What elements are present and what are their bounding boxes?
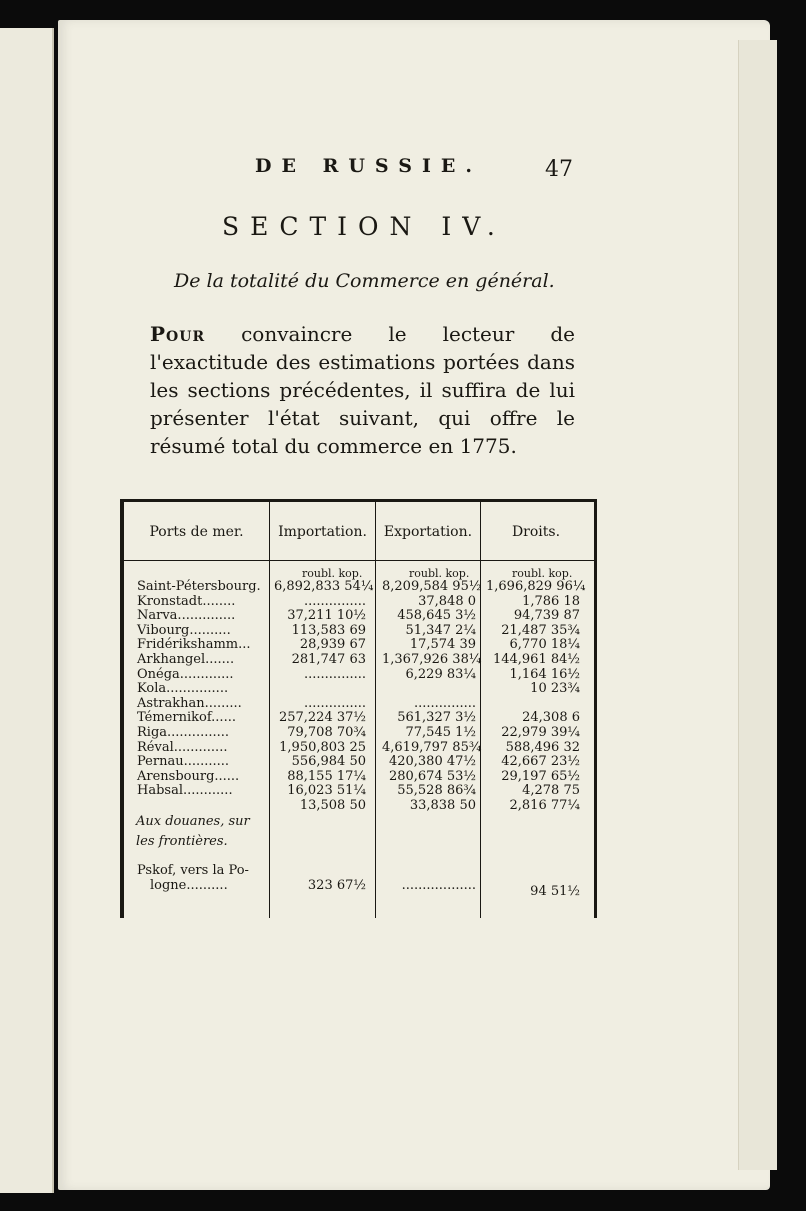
importation-value: 37,211 10½	[287, 608, 366, 624]
unit-exportation: roubl. kop.	[409, 567, 470, 580]
importation-value: 556,984 50	[291, 754, 366, 770]
unit-droits: roubl. kop.	[512, 567, 573, 580]
importation-value: 88,155 17¼	[287, 768, 366, 784]
port-name: Réval.............	[137, 739, 228, 755]
table-row	[124, 595, 594, 609]
importation-value: ...............	[304, 666, 366, 682]
table-row	[124, 878, 594, 899]
port-name: Habsal............	[137, 783, 233, 799]
header-rule	[124, 560, 594, 561]
intro-paragraph	[150, 320, 575, 460]
exportation-value: 77,545 1½	[405, 725, 476, 740]
port-name: Astrakhan.........	[137, 695, 242, 711]
importation-value: ...............	[304, 593, 366, 609]
exportation-value: 51,347 2¼	[405, 622, 476, 638]
exportation-value: 33,838 50	[409, 798, 476, 813]
importation-value: 281,747 63	[291, 652, 366, 667]
port-name: Onéga.............	[137, 666, 234, 682]
header-ports: Ports de mer.	[149, 524, 244, 540]
table-row	[124, 799, 594, 813]
importation-value: 79,708 70¾	[287, 725, 366, 740]
importation-value: 257,224 37½	[278, 710, 366, 726]
table-row	[124, 609, 594, 623]
droits-value: 588,496 32	[505, 739, 580, 755]
droits-value: 42,667 23½	[501, 754, 580, 770]
importation-value: 16,023 51¼	[287, 783, 366, 799]
table-row	[124, 741, 594, 755]
commerce-table	[120, 499, 597, 918]
droits-value: 1,696,829 96¼	[486, 579, 586, 594]
port-name: Kronstadt........	[137, 593, 236, 609]
port-name: Arkhangel.......	[137, 652, 235, 667]
table-row	[124, 653, 594, 667]
table-row	[124, 755, 594, 769]
importation-value: 113,583 69	[291, 622, 366, 638]
exportation-value: 37,848 0	[418, 593, 476, 609]
droits-value: 21,487 35¾	[501, 622, 580, 638]
droits-value: 10 23¾	[530, 681, 580, 697]
table-row	[124, 638, 594, 652]
exportation-value: 4,619,797 85¾	[382, 739, 482, 755]
droits-value: 29,197 65½	[501, 768, 580, 784]
exportation-value: 8,209,584 95½	[382, 579, 482, 594]
droits-value: 24,308 6	[522, 710, 580, 726]
table-row	[124, 770, 594, 784]
port-name: Narva..............	[137, 608, 236, 624]
droits-value: 2,816 77¼	[509, 798, 580, 813]
droits-value: 4,278 75	[522, 783, 580, 799]
exportation-value: 458,645 3½	[397, 608, 476, 624]
port-name: Pernau...........	[137, 754, 230, 770]
exportation-value: ...............	[414, 695, 476, 711]
droits-value: 22,979 39¼	[501, 725, 580, 740]
table-row	[124, 697, 594, 711]
exportation-value: 561,327 3½	[397, 710, 476, 726]
running-head: DE RUSSIE.	[255, 155, 482, 177]
header-importation: Importation.	[278, 524, 367, 540]
exportation-value: 280,674 53½	[388, 768, 476, 784]
header-droits: Droits.	[511, 524, 561, 540]
port-name: Arensbourg......	[137, 768, 240, 784]
importation-value: 28,939 67	[299, 637, 366, 653]
droits-value: 94,739 87	[513, 608, 580, 624]
importation-value: 1,950,803 25	[279, 739, 366, 755]
exportation-value: 6,229 83¼	[405, 666, 476, 682]
droits-value: 6,770 18¼	[509, 637, 580, 653]
exportation-value: 1,367,926 38¼	[382, 652, 482, 667]
port-name: Riga...............	[137, 725, 230, 740]
droits-value: 1,786 18	[522, 593, 580, 609]
table-row	[124, 864, 594, 878]
page-number: 47	[545, 157, 573, 182]
unit-importation: roubl. kop.	[302, 567, 363, 580]
port-name: Vibourg..........	[137, 622, 231, 638]
exportation-value: 420,380 47½	[388, 754, 476, 770]
port-name: Kola...............	[137, 681, 229, 697]
table-row	[124, 668, 594, 682]
table-row	[124, 784, 594, 798]
port-name: Fridérikshamm...	[137, 637, 251, 653]
importation-value: 323 67½	[307, 878, 366, 893]
droits-value: 144,961 84½	[492, 652, 580, 667]
paragraph-text: convaincre le lecteur de l'exactitude des estimations portées dans les sections précédentes, il suffira de lui présenter l'état suivant, qui offre le résumé total du commerce en 1775.	[150, 322, 575, 458]
paragraph-lead-word: Pour	[150, 322, 206, 346]
exportation-value: 55,528 86¾	[397, 783, 476, 799]
facing-page-edge	[0, 28, 54, 1193]
section-title: SECTION IV.	[222, 212, 506, 241]
exportation-value: 17,574 39	[409, 637, 476, 653]
port-name: Témernikof......	[137, 710, 236, 726]
table-row	[124, 682, 594, 696]
page-edge-stack	[738, 40, 777, 1170]
importation-value: 6,892,833 54¼	[274, 579, 374, 594]
table-row	[124, 711, 594, 725]
port-name: logne..........	[150, 878, 228, 893]
table-row	[124, 624, 594, 638]
header-exportation: Exportation.	[383, 524, 473, 540]
table-row	[124, 580, 594, 594]
droits-value: 94 51½	[530, 884, 580, 899]
frontier-note: Aux douanes, sur les frontières.	[136, 814, 250, 849]
section-subtitle: De la totalité du Commerce en général.	[174, 270, 555, 292]
importation-value: 13,508 50	[299, 798, 366, 813]
port-name: Saint-Pétersbourg.	[137, 579, 261, 594]
port-name: Pskof, vers la Po-	[137, 863, 249, 878]
droits-value: 1,164 16½	[509, 666, 580, 682]
table-row	[124, 726, 594, 740]
exportation-value: ..................	[401, 878, 476, 893]
importation-value: ...............	[304, 695, 366, 711]
